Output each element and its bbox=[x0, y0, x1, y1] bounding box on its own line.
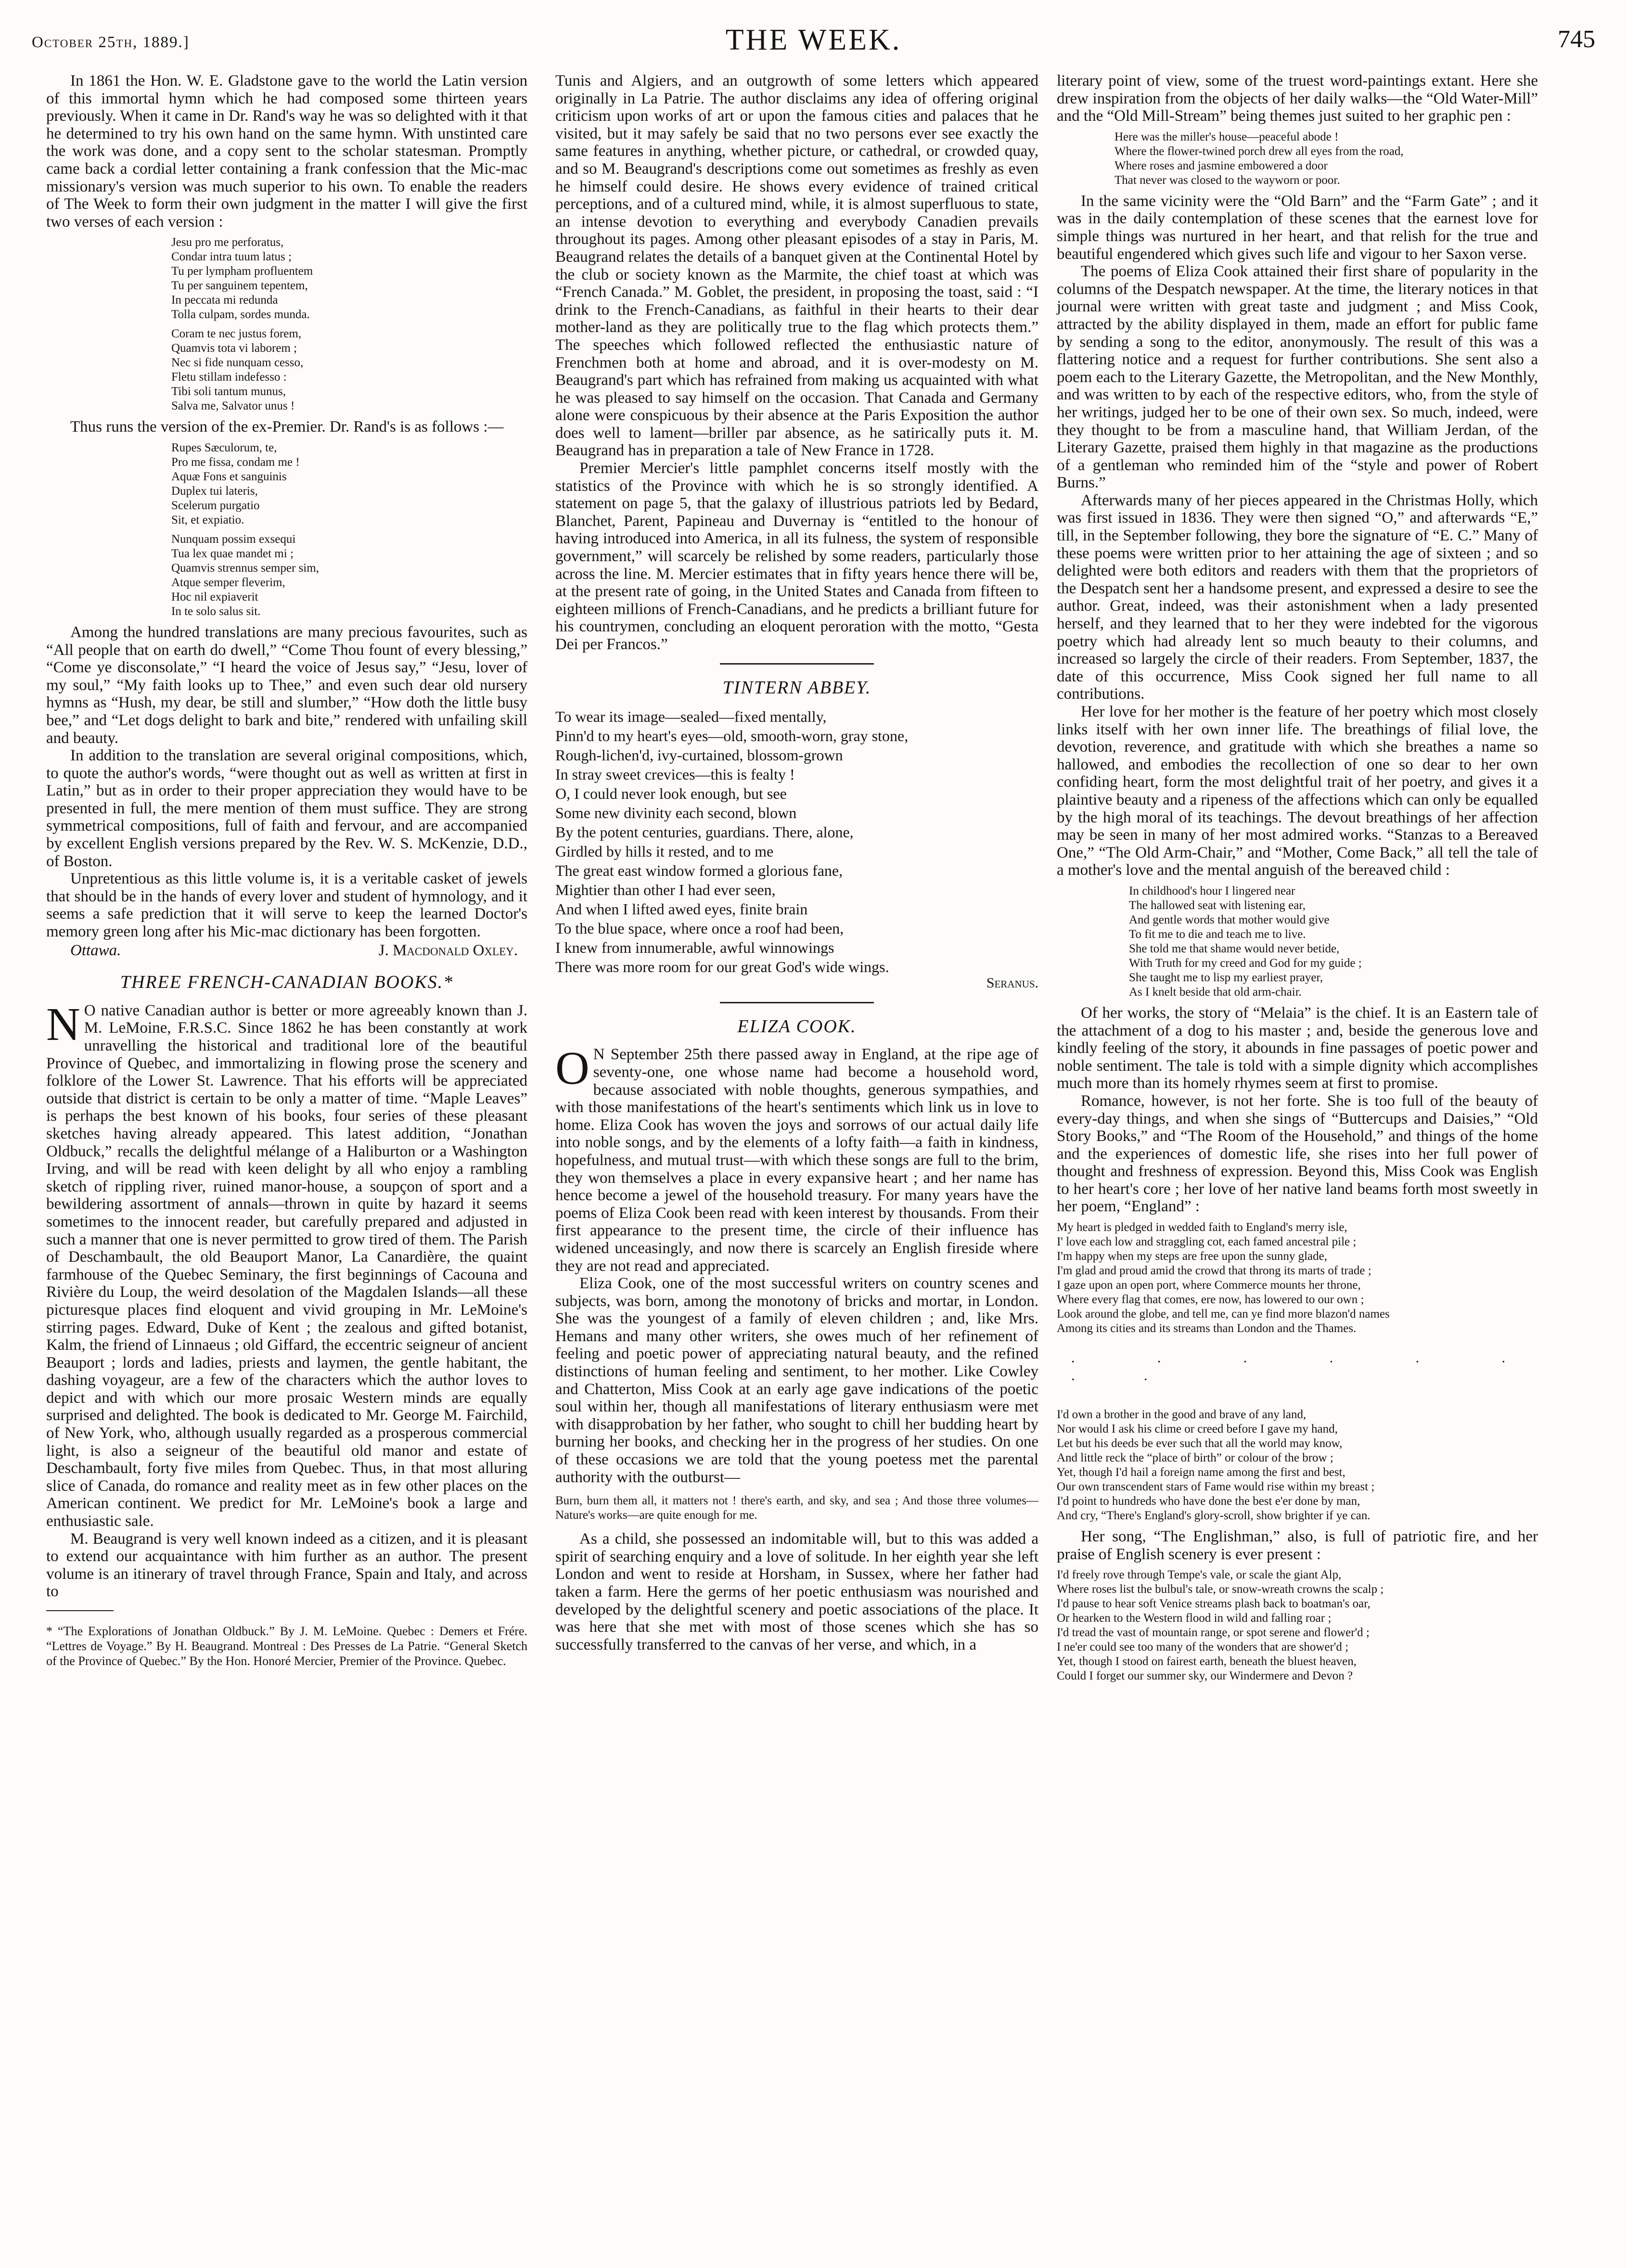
verse-line: With Truth for my creed and God for my guide ; bbox=[1129, 956, 1362, 970]
verse-line: Quamvis tota vi laborem ; bbox=[171, 342, 297, 355]
paragraph: Tunis and Algiers, and an outgrowth of some letters which appeared originally in La Patrie. The author disclaims any idea of offering original criticism upon works of art or upon the famous cities and palaces that he visited, but it may safely be said that no two persons ever see exactly the same features in anything, whether picture, or cathedral, or crowded quay, and so M. Beaugrand's descriptions come out sometimes as freshly as even he himself could desire. He shows every evidence of trained critical perceptions, and of a cultured mind, while, it is almost superfluous to state, an intense devotion to everything and everybody Canadien prevails throughout its pages. Among other pleasant episodes of a stay in Paris, M. Beaugrand relates the details of a banquet given at the Continental Hotel by the club or society known as the Marmite, the chief toast at which was “French Canada.” M. Goblet, the president, in proposing the toast, said : “I drink to the French-Canadians, as faithful in their hearts to their dear mother-land as they are politically true to the flag which protects them.” The speeches which followed reflected the enthusiastic nature of Frenchmen both at home and abroad, and it is over-modesty on M. Beaugrand's part which has refrained from making us acquainted with what he was pleased to say himself on the occasion. That Canada and Germany alone were conspicuous by their absence at the Paris Exposition the author does well to lament—briller par absence, as he satirically puts it. M. Beaugrand has in preparation a tale of New France in 1728. bbox=[555, 72, 1038, 460]
verse-line: Pro me fissa, condam me ! bbox=[171, 455, 300, 469]
verse-line: And gentle words that mother would give bbox=[1129, 913, 1330, 926]
column-1 bbox=[46, 72, 527, 1668]
paragraph: M. Beaugrand is very well known indeed as a citizen, and it is pleasant to extend our acquaintance with him further as an author. The present volume is an itinerary of travel through France, Spain and Italy, and across to bbox=[46, 1530, 527, 1601]
verse-line: In peccata mi redunda bbox=[171, 294, 278, 307]
byline-author: J. Macdonald Oxley. bbox=[378, 941, 518, 959]
verse-line: Yet, though I stood on fairest earth, beneath the bluest heaven, bbox=[1057, 1655, 1357, 1668]
paragraph: literary point of view, some of the truest word-paintings extant. Here she drew inspiration from the objects of her daily walks—the “Old Water-Mill” and the “Old Mill-Stream” being themes just suited to her graphic pen : bbox=[1057, 72, 1538, 125]
paragraph: As a child, she possessed an indomitable will, but to this was added a spirit of searching enquiry and a love of solitude. In her eighth year she left London and went to reside at Horsham, in Sussex, where her father had taken a farm. Here the germs of her poetic enthusiasm was nourished and developed by the delightful scenery and poetic associations of the place. It was here that she met with most of those scenes which she has so successfully transferred to the canvas of her verse, and which, in a bbox=[555, 1530, 1038, 1653]
column-3 bbox=[1057, 72, 1538, 1688]
paragraph-text: O native Canadian author is better or more agreeably known than J. M. LeMoine, F.R.S.C. Since 1862 he has been constantly at work unravelling the historical and traditional lore of the beautiful Province of Quebec, and immortalizing in flowing prose the scenery and folklore of the Lower St. Lawrence. That his efforts will be appreciated outside that district is certain to be only a matter of time. “Maple Leaves” is perhaps the best known of his books, four series of these pleasant sketches having already appeared. This latest addition, “Jonathan Oldbuck,” recalls the delightful mélange of a Haliburton or a Washington Irving, and will be read with keen delight by all who enjoy a rambling sketch of rippling river, ruined manor-house, a soupçon of sport and a bewildering assortment of annals—thrown in quite by hazard it seems sometimes to the innocent reader, but carefully prepared and adjusted in such a manner that one is never permitted to grow tired of them. The Parish of Deschambault, the old Beauport Manor, La Canardière, the quaint farmhouse of the Quebec Seminary, the first beginnings of Cacouna and Rivière du Loup, the weird desolation of the Magdalen Islands—all these picturesque places find eloquent and vivid grouping in Mr. LeMoine's stirring pages. Edward, Duke of Kent ; the zealous and gifted botanist, Kalm, the friend of Linnaeus ; old Giffard, the eccentric seigneur of ancient Beauport ; lords and ladies, priests and laymen, the gentle habitant, the dashing voyageur, are a few of the characters which the author loves to depict and with which our more prosaic Western minds are equally surprised and delighted. The book is dedicated to Mr. George M. Fairchild, of New York, who, although usually regarded as a prosperous commercial light, is also a seigneur of the beautiful old manor and estate of Deschambault, forty five miles from Quebec. Thus, in that most alluring slice of Canada, do romance and reality meet as in few other places on the American continent. We predict for Mr. LeMoine's book a large and enthusiastic sale. bbox=[46, 1001, 527, 1530]
verse-line: I ne'er could see too many of the wonders that are shower'd ; bbox=[1057, 1640, 1349, 1654]
verse-line: Scelerum purgatio bbox=[171, 499, 260, 512]
quotation: Burn, burn them all, it matters not ! there's earth, and sky, and sea ; And those three volumes—Nature's works—are quite enough for me. bbox=[555, 1494, 1038, 1522]
verse-line: Where the flower-twined porch drew all eyes from the road, bbox=[1115, 144, 1404, 158]
verse-quotation bbox=[1057, 1220, 1538, 1336]
verse-line: Where roses and jasmine embowered a door bbox=[1115, 159, 1328, 172]
paragraph: In 1861 the Hon. W. E. Gladstone gave to the world the Latin version of this immortal hymn which he had composed some thirteen years previously. When it came in Dr. Rand's way he was so delighted with it that he determined to try his own hand on the same hymn. With unstinted care the work was done, and a copy sent to the scholar statesman. Promptly came back a cordial letter containing a frank confession that the Mic-mac missionary's version was much superior to his own. To enable the readers of The Week to form their own judgment in the matter I will give the first two verses of each version : bbox=[46, 72, 527, 231]
verse-line: Jesu pro me perforatus, bbox=[171, 236, 284, 249]
verse-line: Quamvis strennus semper sim, bbox=[171, 561, 319, 575]
verse-line: Rough-lichen'd, ivy-curtained, blossom-grown bbox=[555, 746, 843, 764]
masthead-title: THE WEEK. bbox=[725, 24, 902, 56]
verse-line: Mightier than other I had ever seen, bbox=[555, 881, 776, 899]
paragraph: Eliza Cook, one of the most successful writers on country scenes and subjects, was born, among the monotony of bricks and mortar, in London. She was the youngest of a family of eleven children ; and, like Mrs. Hemans and many other writers, she owes much of her refinement of feeling and poetic power of appreciating natural beauty, and the refined distinctions of human feeling and sentiment, to her mother. Like Cowley and Chatterton, Miss Cook at an early age gave indications of the poetic soul within her, though all manifestations of literary enthusiasm were met with disapprobation by her father, who sought to chill her budding heart by burning her books, and checking her in the progress of her studies. On one of these occasions we are told that the young poetess met the parental authority with the outburst— bbox=[555, 1275, 1038, 1486]
verse-line: Look around the globe, and tell me, can ye find more blazon'd names bbox=[1057, 1307, 1390, 1321]
verse-line: Where roses list the bulbul's tale, or snow-wreath crowns the scalp ; bbox=[1057, 1583, 1384, 1596]
article-heading: ELIZA COOK. bbox=[737, 1016, 857, 1037]
verse-line: Pinn'd to my heart's eyes—old, smooth-worn, gray stone, bbox=[555, 727, 909, 745]
verse-quotation bbox=[1057, 1568, 1538, 1683]
article-heading: THREE FRENCH-CANADIAN BOOKS.* bbox=[120, 972, 454, 993]
verse-line: I knew from innumerable, awful winnowings bbox=[555, 939, 834, 957]
verse-line: Nunquam possim exsequi bbox=[171, 532, 296, 546]
verse-line: As I knelt beside that old arm-chair. bbox=[1129, 985, 1302, 999]
paragraph: Her love for her mother is the feature of her poetry which most closely links itself with her own inner life. The breathings of filial love, the devotion, reverence, and gratitude with which she breathes a name so hallowed, and embodies the recollection of one so dear to her own confiding heart, form the most delightful trait of her poetry, and gives it a plaintive beauty and a ripeness of the affections which can only be equalled by the high moral of its teachings. The devout breathings of her affection may be seen in many of her most admired works. “Stanzas to a Bereaved One,” “The Old Arm-Chair,” and “Mother, Come Back,” all tell the tale of a mother's love and the mental anguish of the bereaved child : bbox=[1057, 703, 1538, 879]
paragraph: Afterwards many of her pieces appeared in the Christmas Holly, which was first issued in 1836. They were then signed “O,” and afterwards “E,” till, in the September following, they bore the signature of “E. C.” Many of these poems were written prior to her attaining the age of sixteen ; and so delighted were both editors and readers with them that the proprietors of the Despatch sent her a handsome present, and expressed a desire to see the author. Great, indeed, was their astonishment when a lady presented herself, and they learned that to her they were indebted for the vigorous poetry which had already lent so much beauty to their columns, and increased so largely the circle of their readers. From September, 1837, the date of this occurrence, Miss Cook signed her full name to all contributions. bbox=[1057, 491, 1538, 703]
verse-line: That never was closed to the wayworn or poor. bbox=[1115, 173, 1340, 187]
verse-line: And cry, “There's England's glory-scroll, show brighter if ye can. bbox=[1057, 1509, 1371, 1523]
latin-verse bbox=[46, 441, 527, 527]
verse-line: I'd freely rove through Tempe's vale, or scale the giant Alp, bbox=[1057, 1568, 1342, 1582]
verse-line: The hallowed seat with listening ear, bbox=[1129, 898, 1306, 912]
verse-line: There was more room for our great God's wide wings. bbox=[555, 958, 889, 976]
verse-line: In childhood's hour I lingered near bbox=[1129, 884, 1295, 897]
verse-line: I'd own a brother in the good and brave of any land, bbox=[1057, 1408, 1307, 1422]
verse-line: In stray sweet crevices—this is fealty ! bbox=[555, 766, 795, 783]
paragraph: In the same vicinity were the “Old Barn” and the “Farm Gate” ; and it was in the daily contemplation of these scenes that the earnest love for simple things was nurtured in her heart, and that relish for the true and beautiful engendered which gives such life and vigour to her Saxon verse. bbox=[1057, 192, 1538, 263]
column-2 bbox=[555, 72, 1038, 1653]
verse-line: Salva me, Salvator unus ! bbox=[171, 399, 295, 413]
verse-line: The great east window formed a glorious fane, bbox=[555, 862, 843, 880]
poem-signature: Seranus. bbox=[986, 975, 1038, 991]
verse-line: Let but his deeds be ever such that all the world may know, bbox=[1057, 1437, 1343, 1450]
verse-line: I'm happy when my steps are free upon the sunny glade, bbox=[1057, 1250, 1327, 1263]
byline bbox=[46, 942, 527, 960]
paragraph: Thus runs the version of the ex-Premier. Dr. Rand's is as follows :— bbox=[70, 418, 504, 436]
footnote-rule bbox=[46, 1610, 114, 1611]
verse-quotation bbox=[1057, 1408, 1538, 1523]
verse-line: By the potent centuries, guardians. There, alone, bbox=[555, 823, 854, 841]
verse-line: In te solo salus sit. bbox=[171, 604, 261, 618]
poem-heading: TINTERN ABBEY. bbox=[722, 677, 871, 698]
verse-line: Or hearken to the Western flood in wild and falling roar ; bbox=[1057, 1612, 1332, 1625]
verse-quotation bbox=[1057, 884, 1538, 999]
verse-line: Tibi soli tantum munus, bbox=[171, 385, 286, 398]
verse-line: O, I could never look enough, but see bbox=[555, 785, 787, 803]
verse-line: Some new divinity each second, blown bbox=[555, 804, 797, 822]
verse-line: Nec si fide nunquam cesso, bbox=[171, 356, 304, 370]
paragraph: Unpretentious as this little volume is, it is a veritable casket of jewels that should be in the hands of every lover and student of hymnology, and it seems a safe prediction that it will serve to keep the learned Doctor's memory green long after his Mic-mac dictionary has been forgotten. bbox=[46, 870, 527, 941]
verse-line: Condar intra tuum latus ; bbox=[171, 250, 292, 264]
paragraph: Her song, “The Englishman,” also, is full of patriotic fire, and her praise of English scenery is ever present : bbox=[1057, 1528, 1538, 1563]
verse-line: Among its cities and its streams than London and the Thames. bbox=[1057, 1322, 1357, 1335]
verse-line: Tu per lympham profluentem bbox=[171, 265, 313, 278]
verse-line: I'd pause to hear soft Venice streams plash back to boatman's oar, bbox=[1057, 1597, 1371, 1611]
verse-line: Tu per sanguinem tepentem, bbox=[171, 279, 308, 293]
paragraph: Of her works, the story of “Melaia” is the chief. It is an Eastern tale of the attachment of a dog to his master ; and, beside the generous love and kindly feeling of the story, it abounds in fine passages of poetic power and noble sentiment. The tale is told with a simple dignity which accomplishes much more than its homely rhymes seem at first to promise. bbox=[1057, 1004, 1538, 1092]
verse-line: To fit me to die and teach me to live. bbox=[1129, 927, 1306, 941]
paragraph bbox=[46, 998, 527, 1530]
verse-line: I gaze upon an open port, where Commerce mounts her throne, bbox=[1057, 1279, 1361, 1292]
verse-line: To wear its image—sealed—fixed mentally, bbox=[555, 708, 827, 726]
verse-line: Yet, though I'd hail a foreign name among the first and best, bbox=[1057, 1466, 1345, 1479]
issue-date: October 25th, 1889.] bbox=[32, 34, 190, 51]
verse-line: To the blue space, where once a roof had been, bbox=[555, 920, 844, 937]
byline-place: Ottawa. bbox=[70, 941, 121, 959]
verse-line: My heart is pledged in wedded faith to England's merry isle, bbox=[1057, 1221, 1347, 1234]
drop-cap: N bbox=[46, 998, 80, 1051]
latin-verse bbox=[46, 532, 527, 619]
paragraph: The poems of Eliza Cook attained their first share of popularity in the columns of the Despatch newspaper. At the time, the literary notices in that journal were written with great taste and judgment ; and Miss Cook, attracted by the ability displayed in them, made an effort for public fame by sending a song to the editor, anonymously. The result of this was a flattering notice and a request for further contributions. She sent also a poem each to the Literary Gazette, the Metropolitan, and the New Monthly, and was written to by each of the respective editors, who, from the style of her writings, judged her to be one of their own sex. So much, indeed, were they thought to be from a masculine hand, that William Jerdan, of the Literary Gazette, praised them highly in that magazine as the productions of a gentleman who reminded him of the “style and power of Robert Burns.” bbox=[1057, 263, 1538, 492]
verse-line: I'm glad and proud amid the crowd that throng its marts of trade ; bbox=[1057, 1264, 1371, 1278]
poem bbox=[555, 707, 1038, 976]
verse-line: I'd point to hundreds who have done the best e'er done by man, bbox=[1057, 1495, 1360, 1508]
verse-line: Could I forget our summer sky, our Windermere and Devon ? bbox=[1057, 1669, 1353, 1683]
verse-line: Rupes Sæculorum, te, bbox=[171, 441, 277, 454]
footnote: * “The Explorations of Jonathan Oldbuck.” By J. M. LeMoine. Quebec : Demers et Frére. “Lettres de Voyage.” By H. Beaugrand. Montreal : Des Presses de La Patrie. “General Sketch of the Province of Quebec.” By the Hon. Honoré Mercier, Premier of the Province. Quebec. bbox=[46, 1624, 527, 1668]
paragraph-text: N September 25th there passed away in England, at the ripe age of seventy-one, one whose name had become a household word, because associated with noble thoughts, generous sympathies, and with those manifestations of the heart's sentiments which link us in love to home. Eliza Cook has woven the joys and sorrows of our actual daily life into noble songs, and by the elements of a lofty faith—a faith in kindness, hopefulness, and mutual trust—with which these songs are full to the brim, they won themselves a place in every expansive heart ; and her name has hence become a jewel of the household treasury. For many years have the poems of Eliza Cook been read with keen interest by thousands. From their first appearance to the present time, the circle of their influence has widened unceasingly, and now there is scarcely an English fireside where they are not read and appreciated. bbox=[555, 1046, 1038, 1275]
paragraph: In addition to the translation are several original compositions, which, to quote the author's words, “were thought out as well as written at first in Latin,” but as in order to their proper appreciation they would have to be presented in full, the mere mention of them must suffice. They are strong symmetrical compositions, full of faith and fervour, and are accompanied by excellent English versions prepared by the Rev. W. S. McKenzie, D.D., of Boston. bbox=[46, 747, 527, 870]
verse-line: Girdled by hills it rested, and to me bbox=[555, 843, 774, 860]
verse-line: Fletu stillam indefesso : bbox=[171, 371, 287, 384]
verse-line: Atque semper fleverim, bbox=[171, 576, 285, 589]
verse-line: Here was the miller's house—peaceful abode ! bbox=[1115, 130, 1339, 143]
verse-line: Hoc nil expiaverit bbox=[171, 590, 258, 603]
verse-line: Where every flag that comes, ere now, has lowered to our own ; bbox=[1057, 1293, 1364, 1307]
verse-line: I' love each low and straggling cot, each famed ancestral pile ; bbox=[1057, 1235, 1357, 1249]
page-number: 745 bbox=[1558, 26, 1595, 53]
drop-cap: O bbox=[555, 1042, 589, 1095]
paragraph: Romance, however, is not her forte. She is too full of the beauty of every-day things, and when she sings of “Buttercups and Daisies,” “Old Story Books,” and “The Room of the Household,” and things of the home and the experiences of domestic life, she rises into her full power of thought and freshness of expression. Beyond this, Miss Cook was English to her heart's core ; her love of her native land beams forth most sweetly in her poem, “England” : bbox=[1057, 1092, 1538, 1216]
latin-verse bbox=[46, 327, 527, 413]
verse-line: Tolla culpam, sordes munda. bbox=[171, 308, 310, 321]
verse-line: And when I lifted awed eyes, finite brain bbox=[555, 900, 808, 918]
verse-line: Coram te nec justus forem, bbox=[171, 327, 302, 341]
paragraph: Among the hundred translations are many precious favourites, such as “All people that on earth do dwell,” “Come Thou fount of every blessing,” “Come ye disconsolate,” “I heard the voice of Jesus say,” “Jesu, lover of my soul,” “My faith looks up to Thee,” and even such dear old nursery hymns as “Hush, my dear, be still and slumber,” “How doth the little busy bee,” and “Let dogs delight to bark and bite,” rendered with unfailing skill and beauty. bbox=[46, 623, 527, 747]
latin-verse bbox=[46, 235, 527, 322]
page-header bbox=[32, 17, 1595, 56]
verse-line: Aquæ Fons et sanguinis bbox=[171, 470, 287, 483]
verse-line: Nor would I ask his clime or creed before I gave my hand, bbox=[1057, 1422, 1338, 1436]
verse-line: Tua lex quae mandet mi ; bbox=[171, 547, 294, 560]
verse-line: Duplex tui lateris, bbox=[171, 484, 258, 498]
verse-line: She told me that shame would never betide, bbox=[1129, 942, 1340, 955]
verse-line: And little reck the “place of birth” or colour of the brow ; bbox=[1057, 1451, 1333, 1465]
paragraph: Premier Mercier's little pamphlet concerns itself mostly with the statistics of the Province with which he is so strongly identified. A statement on page 5, that the galaxy of illustrious patriots led by Bedard, Blanchet, Parent, Papineau and Duvernay is “entitled to the honour of having introduced into America, in all its fulness, the system of responsible government,” will scarcely be relished by some readers, particularly those across the line. M. Mercier estimates that in fifty years hence there will be, at the present rate of going, in the United States and Canada from fifteen to eighteen millions of French-Canadians, and he predicts a brilliant future for his countrymen, concluding an eloquent peroration with the motto, “Gesta Dei per Francos.” bbox=[555, 460, 1038, 653]
paragraph bbox=[555, 1042, 1038, 1275]
verse-line: Sit, et expiatio. bbox=[171, 513, 244, 526]
ellipsis-dots: . . . . . . . . bbox=[1071, 1350, 1538, 1384]
section-rule bbox=[720, 663, 874, 665]
verse-line: I'd tread the vast of mountain range, or spot serene and flower'd ; bbox=[1057, 1626, 1370, 1640]
verse-line: She taught me to lisp my earliest prayer, bbox=[1129, 971, 1323, 984]
section-rule bbox=[720, 1002, 874, 1003]
verse-line: Our own transcendent stars of Fame would rise within my breast ; bbox=[1057, 1480, 1375, 1494]
verse-quotation bbox=[1057, 130, 1538, 188]
